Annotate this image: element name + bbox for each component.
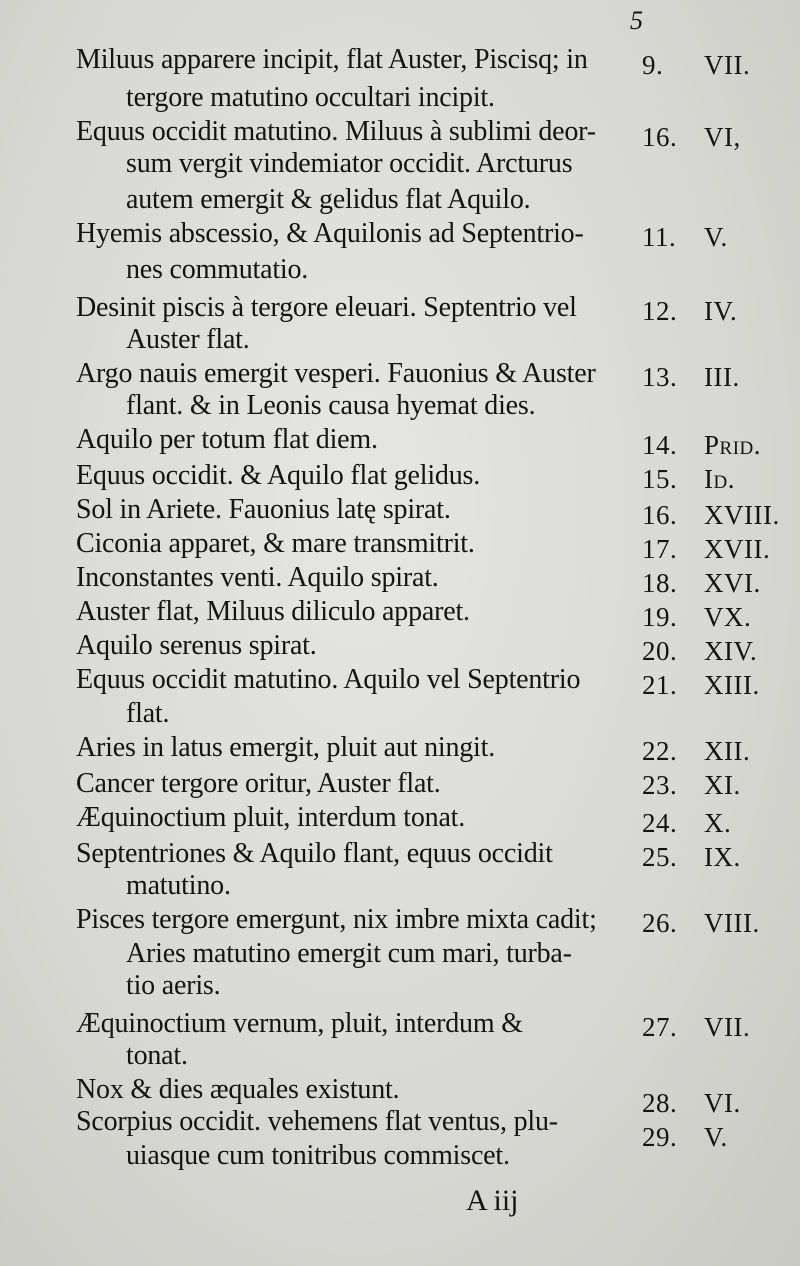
entry-day-number: 20.: [642, 636, 678, 666]
entry-day-number: 13.: [642, 362, 678, 392]
entry-continuation-line: nes commutatio.: [126, 254, 309, 285]
entry-kalend-numeral: IV.: [704, 296, 738, 326]
entry-line: Aquilo serenus spirat.: [76, 630, 317, 661]
entry-kalend-numeral: V.: [704, 1122, 728, 1152]
entry-day-number: 21.: [642, 670, 678, 700]
entry-kalend-numeral: VII.: [704, 1012, 751, 1042]
entry-continuation-line: autem emergit & gelidus flat Aquilo.: [126, 184, 531, 215]
entry-day-number: 11.: [642, 222, 677, 252]
entry-day-number: 16.: [642, 500, 678, 530]
entry-day-number: 18.: [642, 568, 678, 598]
entry-kalend-numeral: VII.: [704, 50, 751, 80]
entry-line: Hyemis abscessio, & Aquilonis ad Septentrio-: [76, 218, 584, 249]
entry-kalend-numeral: XVIII.: [704, 500, 780, 530]
entry-kalend-numeral: XIII.: [704, 670, 760, 700]
entry-kalend-numeral: XVII.: [704, 534, 771, 564]
entry-day-number: 23.: [642, 770, 678, 800]
entry-kalend-numeral: XI.: [704, 770, 741, 800]
entry-continuation-line: tergore matutino occultari incipit.: [126, 82, 495, 113]
entry-kalend-numeral: VIII.: [704, 908, 760, 938]
entry-day-number: 14.: [642, 430, 678, 460]
entry-continuation-line: tio aeris.: [126, 970, 221, 1001]
entry-day-number: 22.: [642, 736, 678, 766]
entry-continuation-line: sum vergit vindemiator occidit. Arcturus: [126, 148, 573, 179]
entry-continuation-line: flat.: [126, 698, 170, 729]
entry-kalend-numeral: XVI.: [704, 568, 761, 598]
entry-line: Argo nauis emergit vesperi. Fauonius & Auster: [76, 358, 596, 389]
entry-continuation-line: Auster flat.: [126, 324, 250, 355]
entry-day-number: 17.: [642, 534, 678, 564]
entry-line: Inconstantes venti. Aquilo spirat.: [76, 562, 439, 593]
entry-line: Equus occidit. & Aquilo flat gelidus.: [76, 460, 481, 491]
entry-continuation-line: Aries matutino emergit cum mari, turba-: [126, 938, 572, 969]
entry-day-number: 27.: [642, 1012, 678, 1042]
entry-day-number: 16.: [642, 122, 678, 152]
entry-continuation-line: uiasque cum tonitribus commiscet.: [126, 1140, 510, 1171]
entry-kalend-numeral: Prid.: [704, 430, 761, 460]
entry-day-number: 25.: [642, 842, 678, 872]
entry-kalend-numeral: VI.: [704, 1088, 741, 1118]
entry-kalend-numeral: VX.: [704, 602, 752, 632]
entry-kalend-numeral: XII.: [704, 736, 751, 766]
entry-kalend-numeral: XIV.: [704, 636, 758, 666]
entry-line: Equus occidit matutino. Aquilo vel Septentrio: [76, 664, 581, 695]
entry-day-number: 12.: [642, 296, 678, 326]
entry-line: Nox & dies æquales existunt.: [76, 1074, 400, 1105]
entry-continuation-line: flant. & in Leonis causa hyemat dies.: [126, 390, 536, 421]
entry-day-number: 26.: [642, 908, 678, 938]
entry-line: Æquinoctium vernum, pluit, interdum &: [76, 1008, 523, 1039]
entry-line: Æquinoctium pluit, interdum tonat.: [76, 802, 466, 833]
entry-continuation-line: matutino.: [126, 870, 231, 901]
entry-continuation-line: tonat.: [126, 1040, 188, 1071]
signature-mark: A iij: [466, 1184, 519, 1217]
entry-line: Equus occidit matutino. Miluus à sublimi deor-: [76, 116, 596, 147]
page-number: 5: [630, 6, 643, 35]
entry-day-number: 15.: [642, 464, 678, 494]
entry-day-number: 24.: [642, 808, 678, 838]
entry-line: Miluus apparere incipit, flat Auster, Piscisq; in: [76, 44, 588, 75]
entry-kalend-numeral: IX.: [704, 842, 741, 872]
entry-day-number: 9.: [642, 50, 664, 80]
entry-line: Auster flat, Miluus diliculo apparet.: [76, 596, 470, 627]
entry-line: Ciconia apparet, & mare transmitrit.: [76, 528, 475, 559]
entry-kalend-numeral: III.: [704, 362, 740, 392]
entry-line: Cancer tergore oritur, Auster flat.: [76, 768, 441, 799]
entry-line: Pisces tergore emergunt, nix imbre mixta cadit;: [76, 904, 597, 935]
entry-line: Desinit piscis à tergore eleuari. Septentrio vel: [76, 292, 577, 323]
entry-line: Septentriones & Aquilo flant, equus occidit: [76, 838, 553, 869]
entry-line: Aries in latus emergit, pluit aut ningit.: [76, 732, 496, 763]
entry-kalend-numeral: Id.: [704, 464, 735, 494]
entry-line: Sol in Ariete. Fauonius latę spirat.: [76, 494, 451, 525]
entry-kalend-numeral: VI,: [704, 122, 741, 152]
entry-kalend-numeral: V.: [704, 222, 728, 252]
entry-day-number: 29.: [642, 1122, 678, 1152]
entry-line: Scorpius occidit. vehemens flat ventus, plu-: [76, 1106, 558, 1137]
entry-day-number: 19.: [642, 602, 678, 632]
entry-day-number: 28.: [642, 1088, 678, 1118]
entry-line: Aquilo per totum flat diem.: [76, 424, 378, 455]
entry-kalend-numeral: X.: [704, 808, 732, 838]
